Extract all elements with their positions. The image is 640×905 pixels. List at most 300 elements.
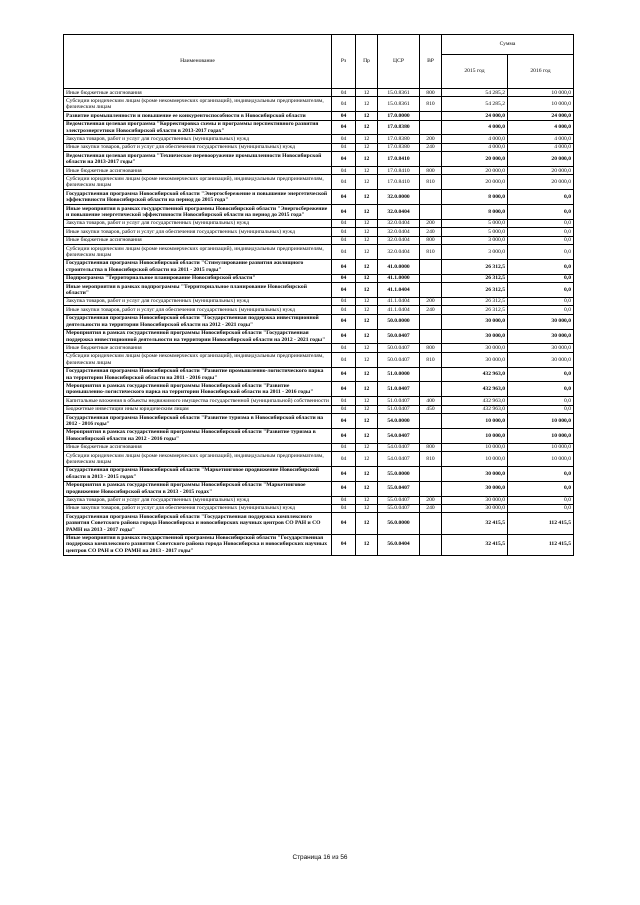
cell-sum-2015: 10 000,0 <box>442 452 508 467</box>
cell-sum-2015: 32 415,5 <box>442 534 508 555</box>
cell-pr: 12 <box>356 245 378 260</box>
table-row <box>64 414 574 429</box>
cell-vr: 810 <box>420 97 442 112</box>
cell-pr: 12 <box>356 190 378 205</box>
col-header-sum: Сумма <box>442 35 574 55</box>
table-row <box>64 513 574 534</box>
cell-name: Закупка товаров, работ и услуг для государственных (муниципальных) нужд <box>64 219 332 227</box>
cell-vr: 800 <box>420 89 442 97</box>
cell-vr <box>420 152 442 167</box>
cell-rz: 04 <box>332 504 356 512</box>
table-row <box>64 167 574 175</box>
cell-pr: 12 <box>356 466 378 481</box>
table-row <box>64 428 574 443</box>
table-row <box>64 190 574 205</box>
cell-csr: 50.0.0407 <box>378 329 420 344</box>
cell-pr: 12 <box>356 452 378 467</box>
cell-pr: 12 <box>356 283 378 298</box>
cell-name: Иные закупки товаров, работ и услуг для обеспечения государственных (муниципальных) нужд <box>64 228 332 236</box>
col-header-name: Наименование <box>64 35 332 89</box>
cell-vr <box>420 367 442 382</box>
cell-rz: 04 <box>332 513 356 534</box>
cell-name: Мероприятия в рамках государственной программы Новосибирской области "Государственная поддержка инвестиционной деятельности на территории Новосибирской области на 2012 - 2021 годы" <box>64 329 332 344</box>
table-row <box>64 382 574 397</box>
cell-sum-2015: 4 000,0 <box>442 143 508 151</box>
table-row <box>64 443 574 451</box>
cell-rz: 04 <box>332 205 356 220</box>
cell-vr: 810 <box>420 452 442 467</box>
cell-name: Мероприятия в рамках государственной программы Новосибирской области "Маркетинговое продвижение Новосибирской области в 2013 - 2015 годах" <box>64 481 332 496</box>
cell-sum-2015: 30 000,0 <box>442 466 508 481</box>
cell-vr <box>420 274 442 282</box>
table-row <box>64 306 574 314</box>
cell-sum-2015: 432 963,0 <box>442 382 508 397</box>
col-header-2015: 2015 год <box>442 55 508 89</box>
cell-rz: 04 <box>332 190 356 205</box>
table-body <box>64 89 574 556</box>
cell-csr: 17.0.0000 <box>378 112 420 120</box>
cell-vr: 240 <box>420 228 442 236</box>
cell-sum-2016: 0,0 <box>508 205 574 220</box>
cell-sum-2016: 0,0 <box>508 283 574 298</box>
cell-sum-2016: 0,0 <box>508 481 574 496</box>
cell-name: Субсидии юридическим лицам (кроме некоммерческих организаций), индивидуальным предпринимателям, физическим лицам <box>64 175 332 190</box>
cell-name: Государственная программа Новосибирской области "Развитие промышленно-логистического парка на территории Новосибирской области на 2011 - 2016 годы" <box>64 367 332 382</box>
cell-rz: 04 <box>332 245 356 260</box>
cell-sum-2015: 5 000,0 <box>442 228 508 236</box>
cell-csr: 15.0.8361 <box>378 89 420 97</box>
cell-vr <box>420 382 442 397</box>
cell-sum-2016: 4 000,0 <box>508 143 574 151</box>
cell-pr: 12 <box>356 167 378 175</box>
cell-sum-2015: 20 000,0 <box>442 175 508 190</box>
cell-rz: 04 <box>332 314 356 329</box>
cell-sum-2016: 30 000,0 <box>508 314 574 329</box>
cell-pr: 12 <box>356 496 378 504</box>
table-row <box>64 352 574 367</box>
cell-sum-2015: 3 000,0 <box>442 245 508 260</box>
table-row <box>64 175 574 190</box>
cell-sum-2015: 4 000,0 <box>442 120 508 135</box>
cell-sum-2016: 30 000,0 <box>508 344 574 352</box>
cell-csr: 17.0.8410 <box>378 167 420 175</box>
cell-pr: 12 <box>356 513 378 534</box>
cell-sum-2015: 10 000,0 <box>442 443 508 451</box>
cell-rz: 04 <box>332 534 356 555</box>
cell-csr: 54.0.0407 <box>378 452 420 467</box>
cell-sum-2016: 10 000,0 <box>508 97 574 112</box>
table-row <box>64 143 574 151</box>
cell-sum-2015: 10 000,0 <box>442 414 508 429</box>
cell-csr: 32.0.0404 <box>378 236 420 244</box>
cell-csr: 51.0.0407 <box>378 397 420 405</box>
table-row <box>64 329 574 344</box>
cell-name: Иные закупки товаров, работ и услуг для обеспечения государственных (муниципальных) нужд <box>64 143 332 151</box>
cell-vr <box>420 513 442 534</box>
cell-sum-2015: 26 312,5 <box>442 306 508 314</box>
table-row <box>64 274 574 282</box>
cell-sum-2015: 4 000,0 <box>442 135 508 143</box>
cell-name: Закупка товаров, работ и услуг для государственных (муниципальных) нужд <box>64 297 332 305</box>
cell-csr: 55.0.0407 <box>378 496 420 504</box>
table-row <box>64 112 574 120</box>
cell-sum-2016: 0,0 <box>508 496 574 504</box>
cell-vr: 800 <box>420 443 442 451</box>
cell-csr: 55.0.0407 <box>378 481 420 496</box>
cell-vr: 810 <box>420 245 442 260</box>
table-row <box>64 405 574 413</box>
table-row <box>64 205 574 220</box>
cell-pr: 12 <box>356 205 378 220</box>
cell-sum-2015: 30 000,0 <box>442 481 508 496</box>
cell-csr: 32.0.0404 <box>378 219 420 227</box>
cell-sum-2016: 10 000,0 <box>508 452 574 467</box>
cell-vr: 800 <box>420 344 442 352</box>
cell-vr: 200 <box>420 496 442 504</box>
cell-vr <box>420 414 442 429</box>
cell-pr: 12 <box>356 219 378 227</box>
cell-pr: 12 <box>356 428 378 443</box>
cell-sum-2015: 54 285,2 <box>442 97 508 112</box>
cell-sum-2016: 10 000,0 <box>508 443 574 451</box>
table-row <box>64 314 574 329</box>
page-number: Страница 16 из 56 <box>292 854 348 861</box>
table-row <box>64 534 574 555</box>
cell-sum-2016: 0,0 <box>508 504 574 512</box>
cell-csr: 54.0.0000 <box>378 414 420 429</box>
col-header-2016: 2016 год <box>508 55 574 89</box>
table-row <box>64 452 574 467</box>
cell-name: Иные закупки товаров, работ и услуг для обеспечения государственных (муниципальных) нужд <box>64 306 332 314</box>
cell-csr: 15.0.8361 <box>378 97 420 112</box>
cell-pr: 12 <box>356 344 378 352</box>
cell-vr: 400 <box>420 397 442 405</box>
cell-vr <box>420 534 442 555</box>
cell-vr <box>420 259 442 274</box>
cell-rz: 04 <box>332 112 356 120</box>
cell-rz: 04 <box>332 228 356 236</box>
cell-csr: 55.0.0407 <box>378 504 420 512</box>
cell-sum-2015: 8 000,0 <box>442 190 508 205</box>
col-header-pr: Пр <box>356 35 378 89</box>
cell-sum-2016: 0,0 <box>508 367 574 382</box>
cell-rz: 04 <box>332 414 356 429</box>
cell-name: Государственная программа Новосибирской области "Стимулирование развития жилищного строительства в Новосибирской области на 2011 - 2015 годы" <box>64 259 332 274</box>
cell-pr: 12 <box>356 397 378 405</box>
cell-sum-2016: 0,0 <box>508 236 574 244</box>
cell-name: Мероприятия в рамках государственной программы Новосибирской области "Развитие туризма в Новосибирской области на 2012 - 2016 годы" <box>64 428 332 443</box>
cell-name: Субсидии юридическим лицам (кроме некоммерческих организаций), индивидуальным предпринимателям, физическим лицам <box>64 97 332 112</box>
cell-rz: 04 <box>332 481 356 496</box>
cell-csr: 32.0.0404 <box>378 245 420 260</box>
table-row <box>64 236 574 244</box>
cell-sum-2016: 112 415,5 <box>508 513 574 534</box>
cell-pr: 12 <box>356 152 378 167</box>
cell-sum-2015: 26 312,5 <box>442 283 508 298</box>
cell-rz: 04 <box>332 297 356 305</box>
table-row <box>64 297 574 305</box>
cell-sum-2015: 26 312,5 <box>442 274 508 282</box>
cell-rz: 04 <box>332 120 356 135</box>
cell-rz: 04 <box>332 397 356 405</box>
cell-name: Субсидии юридическим лицам (кроме некоммерческих организаций), индивидуальным предпринимателям, физическим лицам <box>64 352 332 367</box>
cell-rz: 04 <box>332 167 356 175</box>
table-row <box>64 228 574 236</box>
cell-vr: 810 <box>420 175 442 190</box>
cell-csr: 17.0.8380 <box>378 143 420 151</box>
cell-rz: 04 <box>332 496 356 504</box>
cell-sum-2016: 30 000,0 <box>508 352 574 367</box>
cell-sum-2015: 30 000,0 <box>442 344 508 352</box>
cell-name: Закупка товаров, работ и услуг для государственных (муниципальных) нужд <box>64 496 332 504</box>
col-header-rz: Рз <box>332 35 356 89</box>
cell-name: Иные бюджетные ассигнования <box>64 167 332 175</box>
cell-pr: 12 <box>356 481 378 496</box>
cell-vr: 200 <box>420 297 442 305</box>
cell-sum-2016: 10 000,0 <box>508 428 574 443</box>
cell-sum-2016: 0,0 <box>508 228 574 236</box>
cell-sum-2016: 0,0 <box>508 397 574 405</box>
cell-name: Государственная программа Новосибирской области "Энергосбережение и повышение энергетической эффективности Новосибирской области на период до 2015 года" <box>64 190 332 205</box>
cell-pr: 12 <box>356 112 378 120</box>
cell-pr: 12 <box>356 382 378 397</box>
cell-sum-2016: 10 000,0 <box>508 414 574 429</box>
cell-name: Подпрограмма "Территориальное планирование Новосибирской области" <box>64 274 332 282</box>
cell-sum-2016: 4 000,0 <box>508 120 574 135</box>
cell-name: Иные мероприятия в рамках государственной программы Новосибирской области "Государственная поддержка комплексного развития Советского района города Новосибирска и новосибирских научных центров СО РАН и СО РАМН на 2013 - 2017 годы" <box>64 534 332 555</box>
cell-rz: 04 <box>332 283 356 298</box>
cell-rz: 04 <box>332 97 356 112</box>
cell-vr <box>420 205 442 220</box>
cell-name: Иные бюджетные ассигнования <box>64 443 332 451</box>
col-header-vr: ВР <box>420 35 442 89</box>
cell-pr: 12 <box>356 297 378 305</box>
cell-sum-2015: 54 285,2 <box>442 89 508 97</box>
cell-sum-2016: 20 000,0 <box>508 152 574 167</box>
cell-sum-2015: 8 000,0 <box>442 205 508 220</box>
cell-name: Субсидии юридическим лицам (кроме некоммерческих организаций), индивидуальным предпринимателям, физическим лицам <box>64 245 332 260</box>
cell-sum-2016: 0,0 <box>508 297 574 305</box>
cell-name: Ведомственная целевая программа "Корректировка схемы и программы перспективного развития электроэнергетики Новосибирской области в 2013-2017 годах" <box>64 120 332 135</box>
cell-rz: 04 <box>332 89 356 97</box>
cell-rz: 04 <box>332 352 356 367</box>
cell-rz: 04 <box>332 428 356 443</box>
cell-sum-2016: 0,0 <box>508 306 574 314</box>
cell-vr <box>420 112 442 120</box>
cell-csr: 17.0.8410 <box>378 175 420 190</box>
cell-pr: 12 <box>356 443 378 451</box>
cell-name: Капитальные вложения в объекты недвижимого имущества государственной (муниципальной) собственности <box>64 397 332 405</box>
cell-csr: 51.0.0000 <box>378 367 420 382</box>
cell-sum-2016: 20 000,0 <box>508 167 574 175</box>
cell-name: Иные бюджетные ассигнования <box>64 236 332 244</box>
cell-csr: 56.0.0000 <box>378 513 420 534</box>
cell-pr: 12 <box>356 534 378 555</box>
cell-name: Мероприятия в рамках государственной программы Новосибирской области "Развитие промышленно-логистического парка на территории Новосибирской области на 2011 - 2016 годы" <box>64 382 332 397</box>
table-row <box>64 259 574 274</box>
cell-rz: 04 <box>332 405 356 413</box>
table-row <box>64 481 574 496</box>
table-row <box>64 397 574 405</box>
cell-csr: 17.0.8380 <box>378 120 420 135</box>
cell-csr: 32.0.0404 <box>378 205 420 220</box>
cell-csr: 32.0.0404 <box>378 228 420 236</box>
cell-pr: 12 <box>356 352 378 367</box>
cell-pr: 12 <box>356 259 378 274</box>
cell-vr <box>420 314 442 329</box>
cell-sum-2015: 24 000,0 <box>442 112 508 120</box>
cell-sum-2016: 0,0 <box>508 466 574 481</box>
cell-name: Бюджетные инвестиции иным юридическим лицам <box>64 405 332 413</box>
table-row <box>64 245 574 260</box>
cell-pr: 12 <box>356 405 378 413</box>
cell-vr: 450 <box>420 405 442 413</box>
cell-sum-2016: 10 000,0 <box>508 89 574 97</box>
cell-csr: 51.0.0407 <box>378 405 420 413</box>
cell-rz: 04 <box>332 382 356 397</box>
cell-sum-2016: 112 415,5 <box>508 534 574 555</box>
cell-csr: 56.0.0404 <box>378 534 420 555</box>
cell-pr: 12 <box>356 97 378 112</box>
cell-vr <box>420 329 442 344</box>
cell-name: Развитие промышленности и повышение ее конкурентоспособности в Новосибирской области <box>64 112 332 120</box>
table-row <box>64 496 574 504</box>
cell-vr: 800 <box>420 236 442 244</box>
table-row <box>64 152 574 167</box>
cell-csr: 41.1.0000 <box>378 274 420 282</box>
cell-name: Государственная программа Новосибирской области "Развитие туризма в Новосибирской области на 2012 - 2016 годы" <box>64 414 332 429</box>
cell-sum-2016: 0,0 <box>508 405 574 413</box>
cell-name: Закупка товаров, работ и услуг для государственных (муниципальных) нужд <box>64 135 332 143</box>
cell-sum-2016: 24 000,0 <box>508 112 574 120</box>
cell-sum-2015: 32 415,5 <box>442 513 508 534</box>
table-row <box>64 466 574 481</box>
cell-pr: 12 <box>356 143 378 151</box>
cell-rz: 04 <box>332 152 356 167</box>
table-row <box>64 135 574 143</box>
cell-csr: 54.0.0407 <box>378 443 420 451</box>
cell-rz: 04 <box>332 259 356 274</box>
cell-csr: 51.0.0407 <box>378 382 420 397</box>
cell-sum-2015: 432 963,0 <box>442 367 508 382</box>
cell-sum-2016: 0,0 <box>508 259 574 274</box>
cell-sum-2015: 3 000,0 <box>442 236 508 244</box>
cell-vr: 200 <box>420 219 442 227</box>
cell-sum-2016: 0,0 <box>508 190 574 205</box>
cell-vr: 240 <box>420 143 442 151</box>
cell-vr: 200 <box>420 135 442 143</box>
cell-sum-2016: 0,0 <box>508 245 574 260</box>
cell-csr: 54.0.0407 <box>378 428 420 443</box>
cell-csr: 41.1.0404 <box>378 297 420 305</box>
cell-vr <box>420 283 442 298</box>
cell-rz: 04 <box>332 236 356 244</box>
cell-vr <box>420 428 442 443</box>
table-row <box>64 367 574 382</box>
cell-csr: 41.1.0404 <box>378 283 420 298</box>
cell-name: Государственная программа Новосибирской области "Государственная поддержка инвестиционной деятельности на территории Новосибирской области на 2012 - 2021 годы" <box>64 314 332 329</box>
cell-sum-2016: 0,0 <box>508 219 574 227</box>
cell-pr: 12 <box>356 175 378 190</box>
cell-rz: 04 <box>332 274 356 282</box>
cell-pr: 12 <box>356 274 378 282</box>
cell-name: Иные бюджетные ассигнования <box>64 89 332 97</box>
cell-name: Ведомственная целевая программа "Техническое перевооружение промышленности Новосибирской области на 2013-2017 годы" <box>64 152 332 167</box>
cell-name: Государственная программа Новосибирской области "Государственная поддержка комплексного развития Советского района города Новосибирска и новосибирских научных центров СО РАН и СО РАМН на 2013 - 2017 годы" <box>64 513 332 534</box>
cell-vr: 240 <box>420 306 442 314</box>
cell-pr: 12 <box>356 135 378 143</box>
cell-sum-2015: 30 000,0 <box>442 496 508 504</box>
cell-name: Иные мероприятия в рамках государственной программы Новосибирской области "Энергосбережение и повышение энергетической эффективности Новосибирской области на период до 2015 года" <box>64 205 332 220</box>
cell-sum-2015: 30 000,0 <box>442 352 508 367</box>
cell-csr: 41.0.0000 <box>378 259 420 274</box>
table-row <box>64 344 574 352</box>
cell-csr: 50.0.0407 <box>378 352 420 367</box>
cell-rz: 04 <box>332 329 356 344</box>
cell-rz: 04 <box>332 143 356 151</box>
cell-sum-2015: 30 000,0 <box>442 314 508 329</box>
cell-sum-2016: 20 000,0 <box>508 175 574 190</box>
budget-table-sheet <box>63 34 573 556</box>
cell-name: Иные бюджетные ассигнования <box>64 344 332 352</box>
table-row <box>64 504 574 512</box>
table-row <box>64 97 574 112</box>
cell-name: Субсидии юридическим лицам (кроме некоммерческих организаций), индивидуальным предпринимателям, физическим лицам <box>64 452 332 467</box>
cell-csr: 55.0.0000 <box>378 466 420 481</box>
table-row <box>64 120 574 135</box>
cell-vr <box>420 466 442 481</box>
cell-pr: 12 <box>356 236 378 244</box>
cell-rz: 04 <box>332 306 356 314</box>
cell-vr <box>420 481 442 496</box>
cell-rz: 04 <box>332 219 356 227</box>
cell-sum-2015: 30 000,0 <box>442 504 508 512</box>
cell-rz: 04 <box>332 135 356 143</box>
cell-sum-2015: 10 000,0 <box>442 428 508 443</box>
cell-sum-2015: 432 963,0 <box>442 405 508 413</box>
cell-rz: 04 <box>332 452 356 467</box>
table-row <box>64 283 574 298</box>
cell-rz: 04 <box>332 175 356 190</box>
col-header-csr: ЦСР <box>378 35 420 89</box>
cell-name: Государственная программа Новосибирской области "Маркетинговое продвижение Новосибирской области в 2013 - 2015 годах" <box>64 466 332 481</box>
cell-rz: 04 <box>332 344 356 352</box>
cell-rz: 04 <box>332 466 356 481</box>
table-row <box>64 219 574 227</box>
cell-sum-2016: 0,0 <box>508 382 574 397</box>
cell-csr: 17.0.8410 <box>378 152 420 167</box>
cell-sum-2015: 20 000,0 <box>442 167 508 175</box>
cell-pr: 12 <box>356 228 378 236</box>
cell-vr <box>420 190 442 205</box>
cell-csr: 41.1.0404 <box>378 306 420 314</box>
cell-pr: 12 <box>356 89 378 97</box>
cell-csr: 32.0.0000 <box>378 190 420 205</box>
cell-sum-2015: 20 000,0 <box>442 152 508 167</box>
cell-pr: 12 <box>356 306 378 314</box>
cell-pr: 12 <box>356 329 378 344</box>
cell-rz: 04 <box>332 367 356 382</box>
cell-pr: 12 <box>356 414 378 429</box>
cell-vr: 800 <box>420 167 442 175</box>
cell-pr: 12 <box>356 504 378 512</box>
cell-sum-2015: 26 312,5 <box>442 259 508 274</box>
cell-pr: 12 <box>356 120 378 135</box>
cell-name: Иные мероприятия в рамках подпрограммы "Территориальное планирование Новосибирской области" <box>64 283 332 298</box>
cell-sum-2015: 5 000,0 <box>442 219 508 227</box>
cell-sum-2016: 30 000,0 <box>508 329 574 344</box>
cell-sum-2015: 432 963,0 <box>442 397 508 405</box>
